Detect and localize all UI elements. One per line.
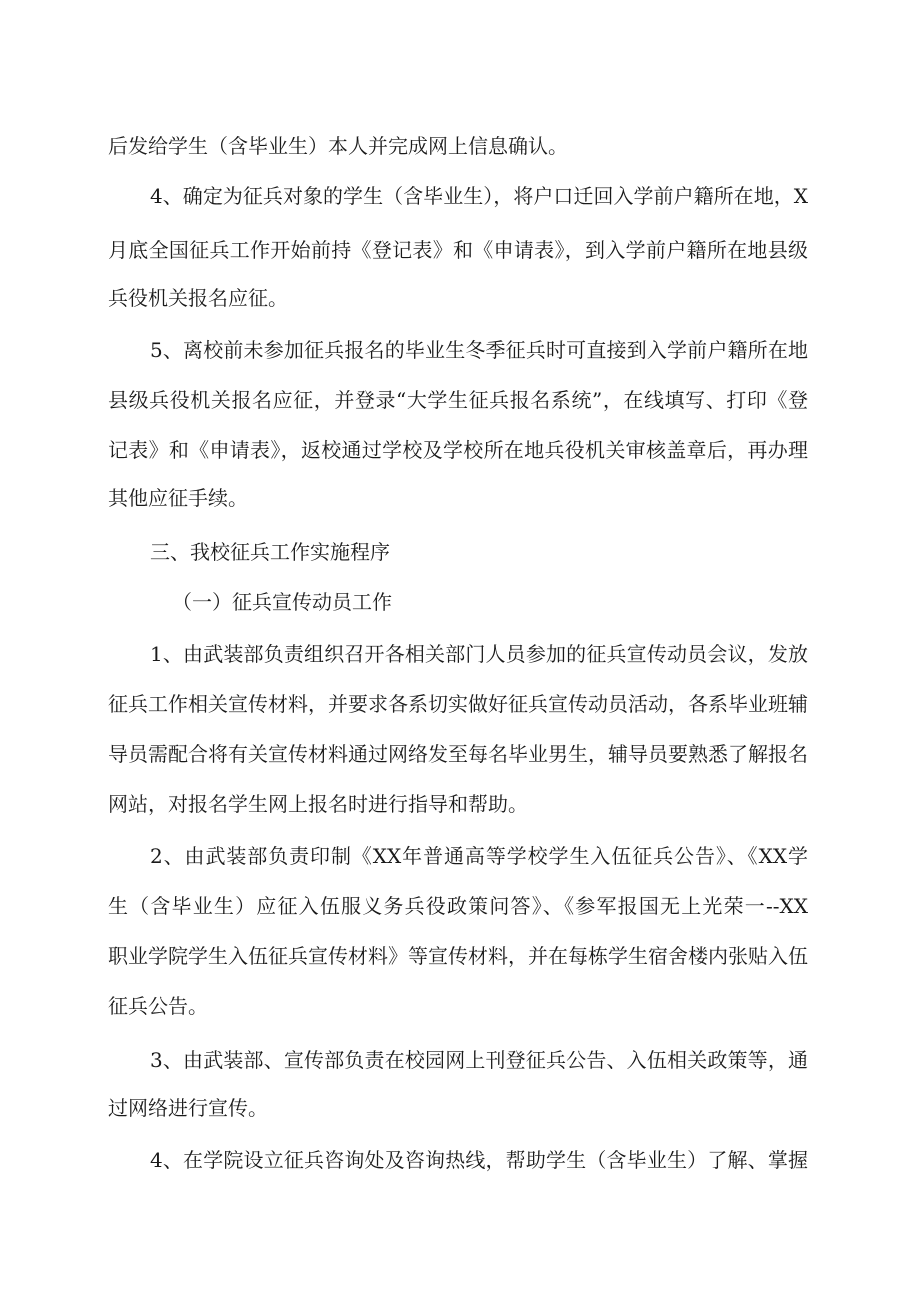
- text-line: 月底全国征兵工作开始前持《登记表》和《申请表》，到入学前户籍所在地县级: [108, 238, 808, 262]
- text-line: 4、确定为征兵对象的学生（含毕业生），将户口迁回入学前户籍所在地，X: [150, 184, 808, 208]
- text-line: 征兵工作相关宣传材料，并要求各系切实做好征兵宣传动员活动，各系毕业班辅: [108, 692, 808, 716]
- text-line: 后发给学生（含毕业生）本人并完成网上信息确认。: [108, 134, 568, 158]
- text-line: 过网络进行宣传。: [108, 1096, 268, 1120]
- text-line: 其他应征手续。: [108, 486, 248, 510]
- text-line: 征兵公告。: [108, 994, 208, 1018]
- text-line: 1、由武装部负责组织召开各相关部门人员参加的征兵宣传动员会议，发放: [150, 642, 808, 666]
- text-line: 职业学院学生入伍征兵宣传材料》等宣传材料，并在每栋学生宿舍楼内张贴入伍: [108, 944, 808, 968]
- text-line: 生（含毕业生）应征入伍服义务兵役政策问答》、《参军报国无上光荣一--XX: [108, 894, 808, 918]
- section-heading: 三、我校征兵工作实施程序: [150, 540, 390, 564]
- text-line: 兵役机关报名应征。: [108, 286, 288, 310]
- subsection-heading: （一）征兵宣传动员工作: [172, 590, 392, 614]
- text-line: 县级兵役机关报名应征，并登录“大学生征兵报名系统”，在线填写、打印《登: [108, 388, 808, 412]
- text-line: 4、在学院设立征兵咨询处及咨询热线，帮助学生（含毕业生）了解、掌握: [150, 1148, 808, 1172]
- text-line: 5、离校前未参加征兵报名的毕业生冬季征兵时可直接到入学前户籍所在地: [150, 338, 808, 362]
- text-line: 记表》和《申请表》，返校通过学校及学校所在地兵役机关审核盖章后，再办理: [108, 438, 808, 462]
- text-line: 网站，对报名学生网上报名时进行指导和帮助。: [108, 792, 528, 816]
- text-line: 导员需配合将有关宣传材料通过网络发至每名毕业男生，辅导员要熟悉了解报名: [108, 742, 808, 766]
- text-line: 3、由武装部、宣传部负责在校园网上刊登征兵公告、入伍相关政策等，通: [150, 1048, 808, 1072]
- text-line: 2、由武装部负责印制《XX年普通高等学校学生入伍征兵公告》、《XX学: [150, 844, 808, 868]
